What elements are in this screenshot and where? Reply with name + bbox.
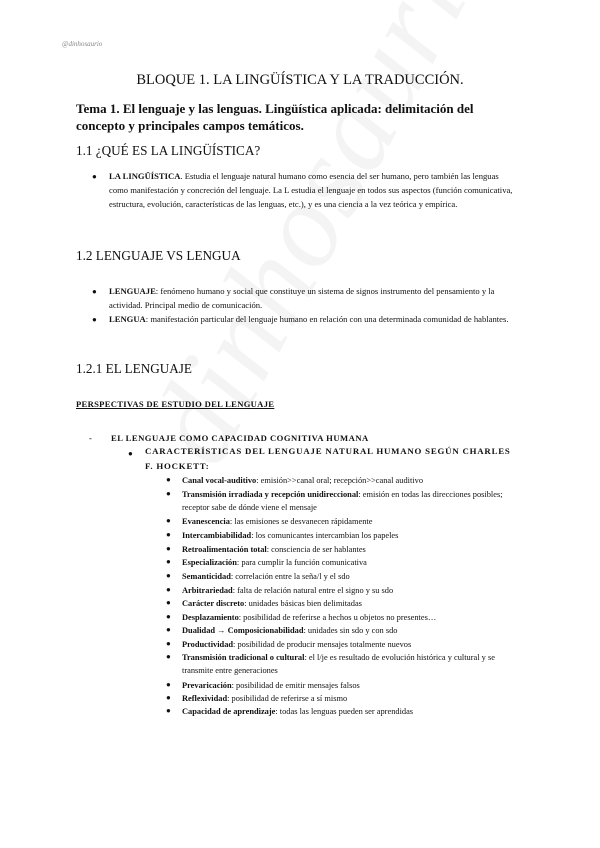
hockett-item — [182, 570, 512, 583]
hockett-text: : unidades sin sdo y con sdo — [303, 626, 398, 635]
hockett-term: Transmisión tradicional o cultural — [182, 653, 305, 662]
bullet-icon: ● — [166, 516, 171, 525]
hockett-text: : posibilidad de emitir mensajes falsos — [231, 681, 360, 690]
hockett-term: Productividad — [182, 640, 234, 649]
hockett-text: : posibilidad de referirse a hechos u objetos no presentes… — [238, 613, 437, 622]
hockett-term: Dualidad → Composicionabilidad — [182, 626, 304, 635]
section-heading-1-2-1: 1.2.1 EL LENGUAJE — [76, 361, 192, 376]
hockett-item — [182, 638, 512, 651]
term-linguistica: LA LINGÜÍSTICA — [109, 171, 181, 181]
section-heading-1-2: 1.2 LENGUAJE VS LENGUA — [76, 248, 241, 263]
bullet-icon: ● — [166, 680, 171, 689]
hockett-text: : unidades básicas bien delimitadas — [244, 599, 362, 608]
hockett-item — [182, 705, 512, 718]
watermark-tag: @dinhosaurio — [62, 40, 103, 48]
hockett-term: Canal vocal-auditivo — [182, 476, 257, 485]
lenguaje-text: : fenómeno humano y social que constituye un sistema de signos instrumento del pensamiento y la actividad. Principal medio de comunicación. — [109, 286, 495, 310]
bullet-icon: ● — [166, 475, 171, 484]
hockett-item — [182, 611, 512, 624]
hockett-term: Reflexividad — [182, 694, 228, 703]
hockett-item — [182, 556, 512, 569]
bullet-icon: ● — [166, 598, 171, 607]
hockett-term: Evanescencia — [182, 517, 230, 526]
hockett-term: Retroalimentación total — [182, 545, 267, 554]
hockett-text: : consciencia de ser hablantes — [266, 545, 366, 554]
tema-heading: Tema 1. El lenguaje y las lenguas. Lingüística aplicada: delimitación del concepto y principales campos temáticos. — [76, 101, 474, 133]
lengua-paragraph — [109, 312, 514, 326]
level1-heading: EL LENGUAJE COMO CAPACIDAD COGNITIVA HUMANA — [111, 433, 369, 443]
bullet-icon: ● — [166, 639, 171, 648]
bullet-icon: ● — [166, 706, 171, 715]
hockett-text: : para cumplir la función comunicativa — [236, 558, 367, 567]
bullet-icon: ● — [92, 315, 97, 324]
hockett-text: : falta de relación natural entre el signo y su sdo — [232, 586, 394, 595]
bullet-icon: ● — [128, 449, 133, 458]
bullet-icon: ● — [166, 530, 171, 539]
linguistica-text: . Estudia el lenguaje natural humano como esencia del ser humano, pero también las lenguas como manifestación y concreción del lenguaje. La L estudia el lenguaje en todos sus aspectos (función comunicativa, estructura, evolución, características de las lenguas, etc.), y es una ciencia a la vez teórica y empírica. — [109, 171, 513, 209]
hockett-term: Arbitrariedad — [182, 586, 233, 595]
bullet-icon: ● — [166, 652, 171, 661]
hockett-item — [182, 692, 512, 705]
bullet-icon: ● — [166, 625, 171, 634]
hockett-item — [182, 515, 512, 528]
document-title: BLOQUE 1. LA LINGÜÍSTICA Y LA TRADUCCIÓN. — [136, 72, 464, 88]
hockett-item — [182, 474, 512, 487]
bullet-icon: ● — [166, 544, 171, 553]
hockett-text: : correlación entre la seña/l y el sdo — [230, 572, 350, 581]
bullet-icon: ● — [92, 172, 97, 181]
bullet-icon: ● — [166, 489, 171, 498]
hockett-item — [182, 584, 512, 597]
hockett-item — [182, 624, 512, 637]
hockett-text: : posibilidad de producir mensajes totalmente nuevos — [233, 640, 412, 649]
hockett-item — [182, 543, 512, 556]
bullet-icon: ● — [166, 612, 171, 621]
term-lenguaje: LENGUAJE — [109, 286, 156, 296]
bullet-icon: ● — [166, 693, 171, 702]
hockett-text: : las emisiones se desvanecen rápidamente — [229, 517, 373, 526]
bullet-icon: ● — [166, 571, 171, 580]
term-lengua: LENGUA — [109, 314, 146, 324]
linguistica-paragraph — [109, 169, 514, 211]
dash-marker: - — [89, 433, 93, 443]
perspectivas-heading: PERSPECTIVAS DE ESTUDIO DEL LENGUAJE — [76, 399, 275, 409]
hockett-term: Semanticidad — [182, 572, 231, 581]
hockett-term: Desplazamiento — [182, 613, 239, 622]
hockett-term: Capacidad de aprendizaje — [182, 707, 276, 716]
bullet-icon: ● — [166, 585, 171, 594]
hockett-item — [182, 529, 512, 542]
hockett-item — [182, 679, 512, 692]
hockett-text: : posibilidad de referirse a sí mismo — [227, 694, 348, 703]
hockett-text: : todas las lenguas pueden ser aprendidas — [275, 707, 414, 716]
hockett-term: Especialización — [182, 558, 237, 567]
bullet-icon: ● — [166, 557, 171, 566]
bullet-icon: ● — [92, 287, 97, 296]
hockett-text: : emisión>>canal oral; recepción>>canal auditivo — [256, 476, 424, 485]
hockett-term: Carácter discreto — [182, 599, 245, 608]
hockett-term: Intercambiabilidad — [182, 531, 252, 540]
level2-heading: CARACTERÍSTICAS DEL LENGUAJE NATURAL HUMANO SEGÚN CHARLES F. HOCKETT: — [145, 446, 511, 471]
lengua-text: : manifestación particular del lenguaje humano en relación con una determinada comunidad de hablantes. — [145, 314, 509, 324]
hockett-text: : los comunicantes intercambian los papeles — [251, 531, 399, 540]
hockett-item — [182, 651, 512, 677]
hockett-text: : emisión en todas las direcciones posibles; receptor sabe de dónde viene el mensaje — [182, 490, 503, 512]
lenguaje-paragraph — [109, 284, 514, 312]
hockett-text: : el l/je es resultado de evolución histórica y cultural y se transmite entre generaciones — [182, 653, 495, 675]
hockett-item — [182, 488, 512, 514]
hockett-item — [182, 597, 512, 610]
hockett-term: Prevaricación — [182, 681, 232, 690]
section-heading-1-1: 1.1 ¿QUÉ ES LA LINGÜÍSTICA? — [76, 143, 261, 158]
hockett-term: Transmisión irradiada y recepción unidireccional — [182, 490, 359, 499]
